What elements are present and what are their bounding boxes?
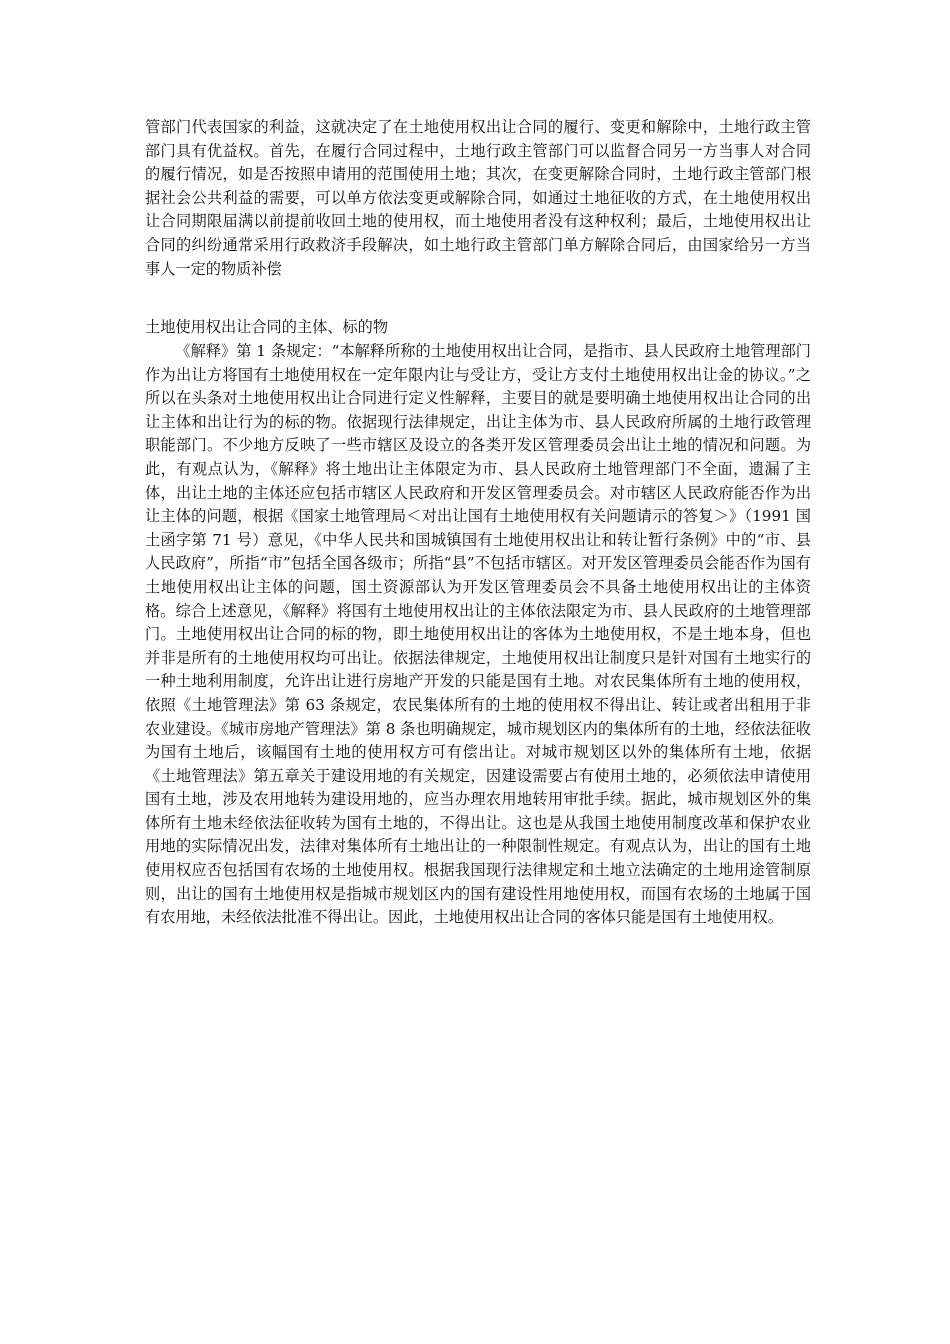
body-paragraph: 《解释》第 1 条规定：“本解释所称的土地使用权出让合同，是指市、县人民政府土地管理部门作为出让方将国有土地使用权在一定年限内让与受让方，受让方支付土地使用权出让金的协议。”之所以在头条对土地使用权出让合同进行定义性解释，主要目的就是要明确土地使用权出让合同的出让主体和出让行为的标的物。依据现行法律规定，出让主体为市、县人民政府所属的土地行政管理职能部门。不少地方反映了一些市辖区及设立的各类开发区管理委员会出让土地的情况和问题。为此，有观点认为，《解释》将土地出让主体限定为市、县人民政府土地管理部门不全面，遗漏了主体，出让土地的主体还应包括市辖区人民政府和开发区管理委员会。对市辖区人民政府能否作为出让主体的问题，根据《国家土地管理局＜对出让国有土地使用权有关问题请示的答复＞》（1991 国土函字第 71 号）意见，《中华人民共和国城镇国有土地使用权出让和转让暂行条例》中的“市、县人民政府”，所指“市”包括全国各级市；所指“县”不包括市辖区。对开发区管理委员会能否作为国有土地使用权出让主体的问题，国土资源部认为开发区管理委员会不具备土地使用权出让的主体资格。综合上述意见，《解释》将国有土地使用权出让的主体依法限定为市、县人民政府的土地管理部门。土地使用权出让合同的标的物，即土地使用权出让的客体为土地使用权，不是土地本身，但也并非是所有的土地使用权均可出让。依据法律规定，土地使用权出让制度只是针对国有土地实行的一种土地利用制度，允许出让进行房地产开发的只能是国有土地。对农民集体所有土地的使用权，依照《土地管理法》第 63 条规定，农民集体所有的土地的使用权不得出让、转让或者出租用于非农业建设。《城市房地产管理法》第 8 条也明确规定，城市规划区内的集体所有的土地，经依法征收为国有土地后，该幅国有土地的使用权方可有偿出让。对城市规划区以外的集体所有土地，依据《土地管理法》第五章关于建设用地的有关规定，因建设需要占有使用土地的，必须依法申请使用国有土地，涉及农用地转为建设用地的，应当办理农用地转用审批手续。据此，城市规划区外的集体所有土地未经依法征收转为国有土地的，不得出让。这也是从我国土地使用制度改革和保护农业用地的实际情况出发，法律对集体所有土地出让的一种限制性规定。有观点认为，出让的国有土地使用权应否包括国有农场的土地使用权。根据我国现行法律规定和土地立法确定的土地用途管制原则，出让的国有土地使用权是指城市规划区内的国有建设性用地使用权，而国有农场的土地属于国有农用地，未经依法批准不得出让。因此，土地使用权出让合同的客体只能是国有土地使用权。 (145, 342, 811, 927)
body-paragraph-continuation: 管部门代表国家的利益，这就决定了在土地使用权出让合同的履行、变更和解除中，土地行政主管部门具有优益权。首先，在履行合同过程中，土地行政主管部门可以监督合同另一方当事人对合同的履行情况，如是否按照申请用的范围使用土地；其次，在变更解除合同时，土地行政主管部门根据社会公共利益的需要，可以单方依法变更或解除合同，如通过土地征收的方式，在土地使用权出让合同期限届满以前提前收回土地的使用权，而土地使用者没有这种权利；最后，土地使用权出让合同的纠纷通常采用行政救济手段解决，如土地行政主管部门单方解除合同后，由国家给另一方当事人一定的物质补偿 (145, 118, 811, 278)
section-heading: 土地使用权出让合同的主体、标的物 (145, 318, 388, 336)
